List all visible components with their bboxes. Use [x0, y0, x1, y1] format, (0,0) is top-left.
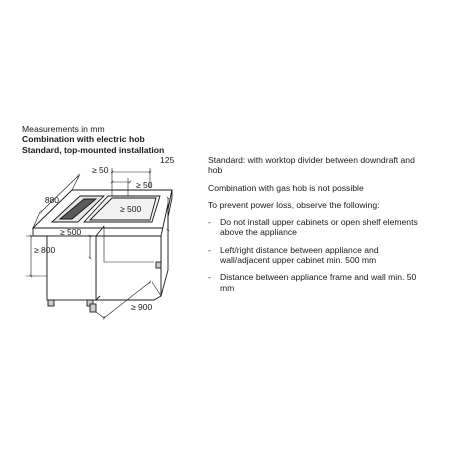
installation-title: Standard, top-mounted installation — [22, 144, 165, 155]
note-gas-hob: Combination with gas hob is not possible — [208, 182, 364, 193]
note-list-item: - Distance between appliance frame and wall min. 50 mm — [208, 272, 430, 293]
dim-500-right: ≥ 500 — [120, 204, 142, 214]
combination-title: Combination with electric hob — [22, 134, 145, 145]
dim-800: ≥ 800 — [34, 245, 56, 255]
cabinet-foot — [48, 300, 54, 306]
measurement-unit-note: Measurements in mm — [22, 124, 105, 134]
note-power-loss: To prevent power loss, observe the following: — [208, 199, 380, 210]
note-list-item: - Do not install upper cabinets or open shelf elements above the appliance — [208, 217, 430, 238]
note-list-item: - Left/right distance between appliance and wall/adjacent upper cabinet min. 500 mm — [208, 245, 430, 266]
note-list — [208, 217, 430, 293]
cabinet-foot — [156, 262, 161, 268]
note-standard: Standard: with worktop divider between downdraft and hob — [208, 155, 415, 176]
dim-900: ≥ 900 — [131, 302, 153, 312]
dim-gap-left: ≥ 50 — [92, 165, 109, 175]
dim-500-left: ≥ 500 — [60, 227, 82, 237]
installation-notes — [208, 155, 430, 300]
dim-gap-right: ≥ 50 — [136, 180, 153, 190]
worktop-edge — [33, 228, 164, 236]
dim-125: 125 — [160, 155, 175, 165]
cabinet-foot — [90, 304, 96, 312]
dim-880: 880 — [44, 195, 59, 205]
cabinet-opening — [96, 236, 161, 300]
